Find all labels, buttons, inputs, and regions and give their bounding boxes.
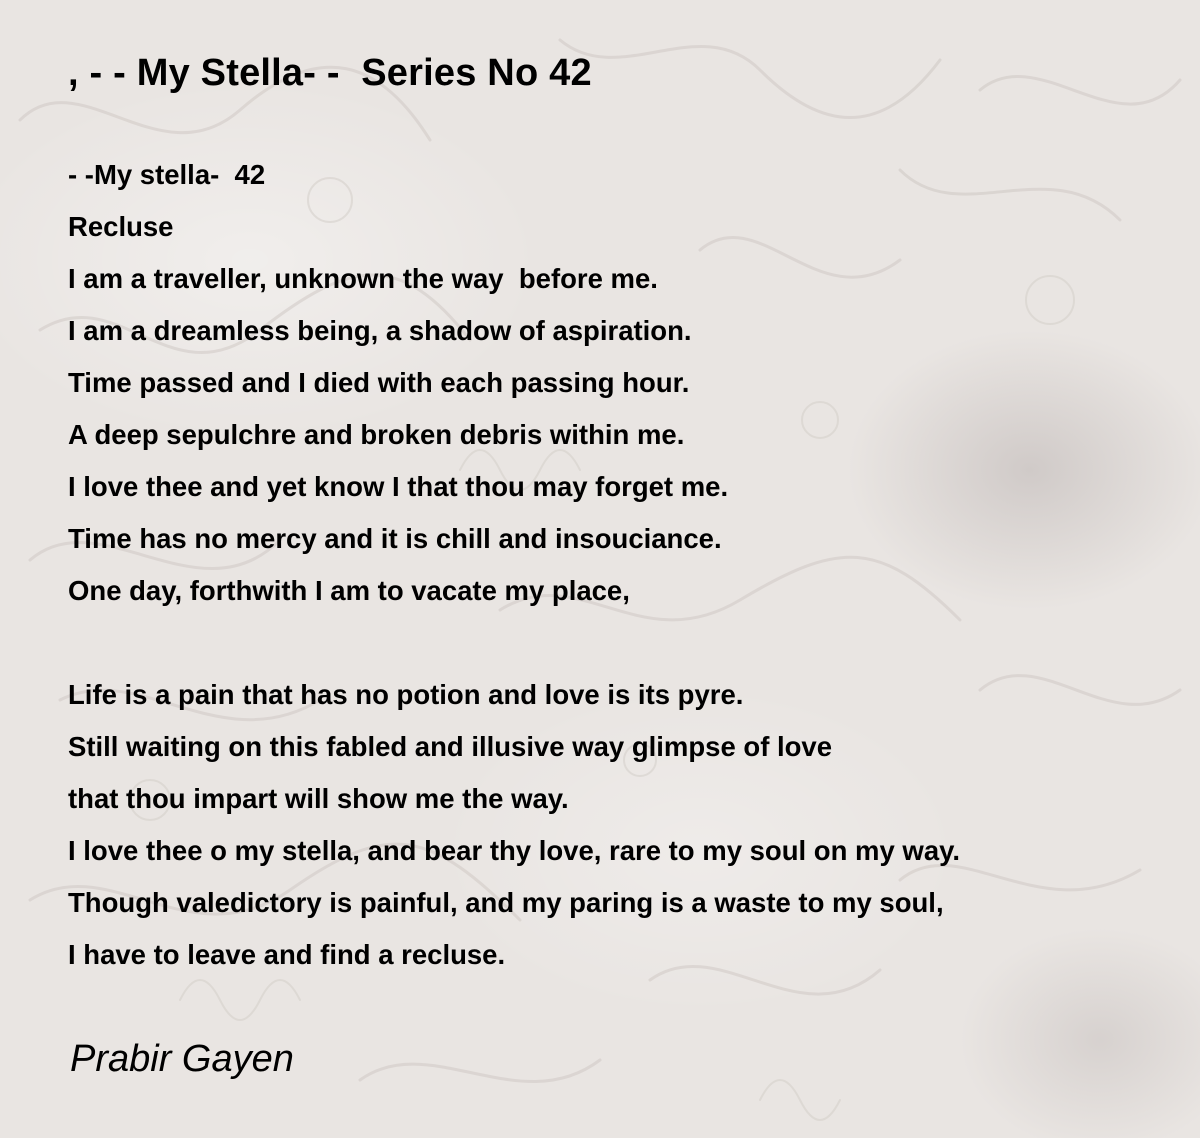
poem-line: I am a dreamless being, a shadow of aspiration. [68, 315, 692, 346]
poem-line: Life is a pain that has no potion and love is its pyre. [68, 679, 744, 710]
poem-body [68, 149, 960, 981]
poem-line: I am a traveller, unknown the way before me. [68, 263, 658, 294]
poem-line: Still waiting on this fabled and illusive way glimpse of love [68, 731, 833, 762]
author-name: Prabir Gayen [70, 1038, 294, 1080]
poem-line: Time has no mercy and it is chill and insouciance. [68, 523, 722, 554]
poem-title: , - - My Stella- - Series No 42 [68, 52, 592, 94]
poem-line: that thou impart will show me the way. [68, 783, 569, 814]
stanza-break [68, 617, 960, 669]
poem-line: Time passed and I died with each passing hour. [68, 367, 690, 398]
poem-line: - -My stella- 42 [68, 159, 266, 190]
poem-line: I have to leave and find a recluse. [68, 939, 506, 970]
poem-line: I love thee o my stella, and bear thy love, rare to my soul on my way. [68, 835, 961, 866]
poem-line: One day, forthwith I am to vacate my place, [68, 575, 630, 606]
poem-line: Though valedictory is painful, and my paring is a waste to my soul, [68, 887, 944, 918]
poem-line: A deep sepulchre and broken debris within me. [68, 419, 685, 450]
poem-line: Recluse [68, 211, 174, 242]
poem-line: I love thee and yet know I that thou may forget me. [68, 471, 729, 502]
